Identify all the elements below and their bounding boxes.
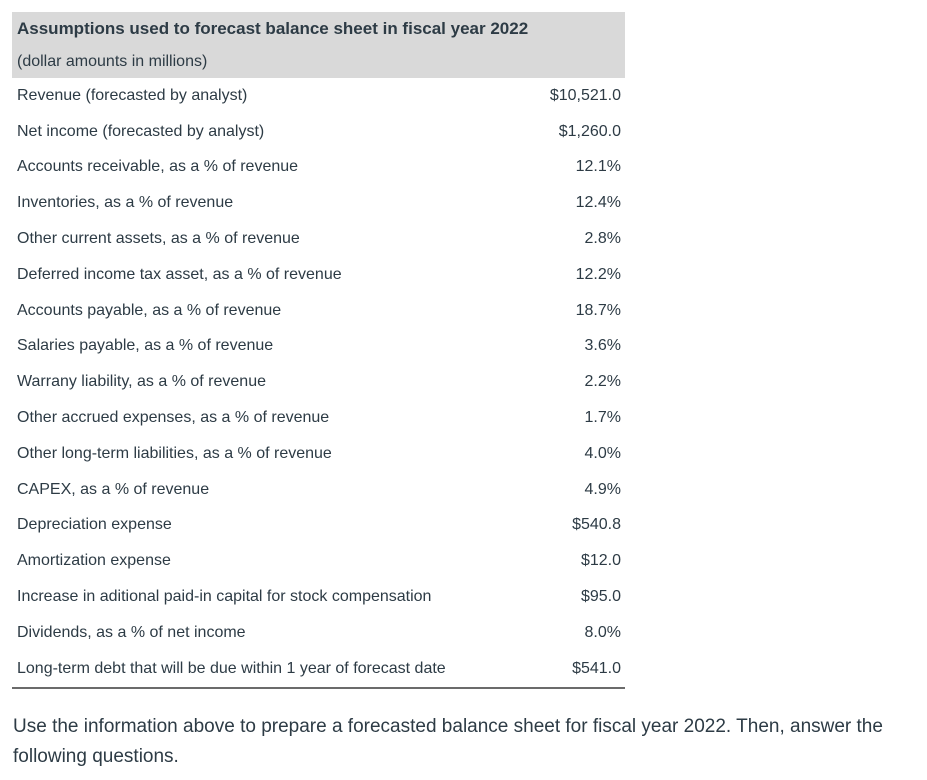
table-row bbox=[12, 508, 625, 544]
table-row bbox=[12, 579, 625, 615]
row-value: $10,521.0 bbox=[549, 86, 621, 104]
table-row bbox=[12, 436, 625, 472]
table-title-row bbox=[12, 12, 625, 45]
row-value: 3.6% bbox=[584, 337, 621, 355]
table-row bbox=[12, 293, 625, 329]
row-label: Depreciation expense bbox=[17, 516, 172, 534]
row-label: Deferred income tax asset, as a % of revenue bbox=[17, 265, 342, 283]
row-value: 12.2% bbox=[575, 265, 621, 283]
row-value: $12.0 bbox=[580, 552, 621, 570]
row-value: 4.9% bbox=[584, 480, 621, 498]
row-label: Other accrued expenses, as a % of revenue bbox=[17, 409, 330, 427]
table-row bbox=[12, 472, 625, 508]
row-label: Accounts receivable, as a % of revenue bbox=[17, 158, 299, 176]
row-value: 18.7% bbox=[575, 301, 621, 319]
row-value: 1.7% bbox=[584, 409, 621, 427]
row-value: 4.0% bbox=[584, 444, 621, 462]
row-value: 2.2% bbox=[584, 373, 621, 391]
row-label: Salaries payable, as a % of revenue bbox=[17, 337, 274, 355]
table-row bbox=[12, 221, 625, 257]
table-row bbox=[12, 615, 625, 651]
table-subtitle-row bbox=[12, 45, 625, 78]
row-label: Inventories, as a % of revenue bbox=[17, 194, 234, 212]
table-subtitle: (dollar amounts in millions) bbox=[17, 52, 208, 70]
row-value: $541.0 bbox=[572, 659, 621, 677]
row-label: CAPEX, as a % of revenue bbox=[17, 480, 210, 498]
row-label: Warrany liability, as a % of revenue bbox=[17, 373, 266, 391]
row-value: $1,260.0 bbox=[558, 122, 621, 140]
row-label: Dividends, as a % of net income bbox=[17, 623, 246, 641]
table-row bbox=[12, 150, 625, 186]
table-row bbox=[12, 114, 625, 150]
row-value: $95.0 bbox=[580, 588, 621, 606]
row-label: Other current assets, as a % of revenue bbox=[17, 230, 300, 248]
row-value: 8.0% bbox=[584, 623, 621, 641]
table-row bbox=[12, 400, 625, 436]
row-label: Net income (forecasted by analyst) bbox=[17, 122, 265, 140]
row-label: Accounts payable, as a % of revenue bbox=[17, 301, 282, 319]
table-row bbox=[12, 364, 625, 400]
table-row bbox=[12, 78, 625, 114]
row-label: Amortization expense bbox=[17, 552, 171, 570]
table-title: Assumptions used to forecast balance sheet in fiscal year 2022 bbox=[17, 18, 529, 38]
table-row bbox=[12, 185, 625, 221]
table-row bbox=[12, 329, 625, 365]
row-value: 12.1% bbox=[575, 158, 621, 176]
table-row bbox=[12, 651, 625, 688]
assumptions-table bbox=[12, 12, 625, 689]
table-row bbox=[12, 543, 625, 579]
row-value: 2.8% bbox=[584, 230, 621, 248]
instructions-text: Use the information above to prepare a forecasted balance sheet for fiscal year 2022. Then, answer the following questions. bbox=[13, 716, 883, 767]
row-label: Revenue (forecasted by analyst) bbox=[17, 86, 248, 104]
row-value: $540.8 bbox=[572, 516, 621, 534]
row-label: Other long-term liabilities, as a % of revenue bbox=[17, 444, 332, 462]
table-row bbox=[12, 257, 625, 293]
row-label: Long-term debt that will be due within 1 year of forecast date bbox=[17, 659, 446, 677]
row-value: 12.4% bbox=[575, 194, 621, 212]
row-label: Increase in aditional paid-in capital for stock compensation bbox=[17, 588, 432, 606]
assumptions-table-body bbox=[12, 12, 625, 688]
